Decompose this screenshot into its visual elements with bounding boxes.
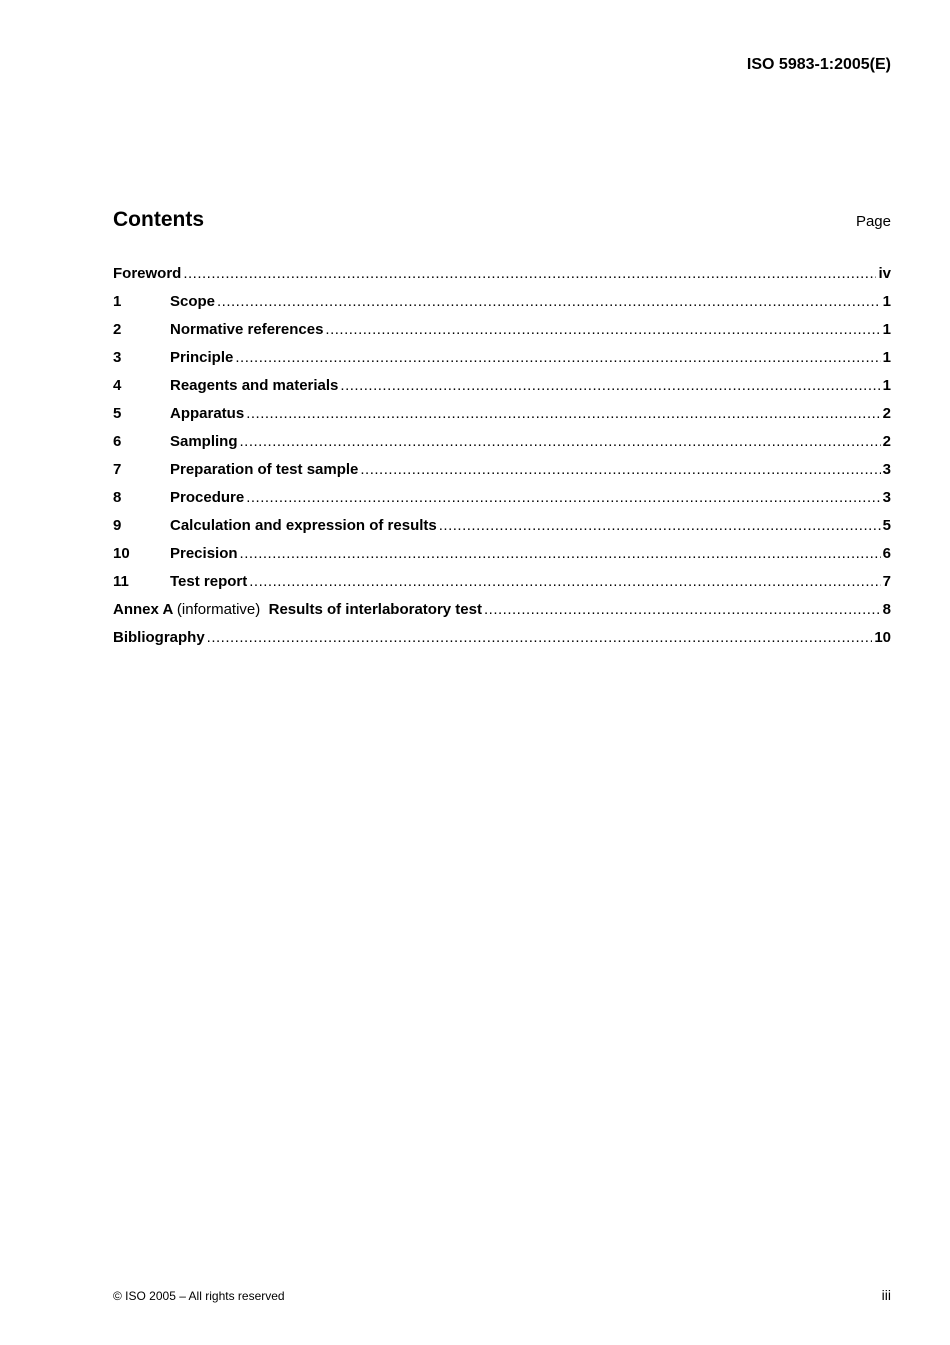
toc-entry-page: 2 [882, 433, 891, 450]
toc-header [113, 208, 891, 232]
toc-entry-title: Sampling [170, 433, 238, 450]
toc-entry-number: 10 [113, 545, 130, 562]
annex-type: (informative) [176, 601, 261, 618]
toc-dot-leader [183, 265, 876, 282]
toc-entry-number: 6 [113, 433, 122, 450]
toc-entry-foreword[interactable] [113, 265, 891, 293]
toc-entry-number: 5 [113, 405, 122, 422]
toc-entry-apparatus[interactable] [113, 405, 891, 433]
footer-page-number: iii [881, 1287, 891, 1303]
toc-dot-leader [217, 293, 881, 310]
toc-entry-page: 8 [882, 601, 891, 618]
toc-entry-preparation-of-test-sample[interactable] [113, 461, 891, 489]
toc-dot-leader [240, 545, 881, 562]
toc-entry-page: 3 [882, 489, 891, 506]
toc-entry-page: 3 [882, 461, 891, 478]
toc-entry-page: 1 [882, 293, 891, 310]
toc-entry-page: 1 [882, 321, 891, 338]
toc-dot-leader [246, 489, 880, 506]
toc-entry-title: Principle [170, 349, 234, 366]
toc-dot-leader [340, 377, 880, 394]
toc-entry-number: 8 [113, 489, 122, 506]
toc-entry-page: 1 [882, 349, 891, 366]
page-column-label: Page [855, 213, 891, 230]
toc-entry-page: 2 [882, 405, 891, 422]
document-id: ISO 5983-1:2005(E) [746, 56, 891, 73]
toc-entry-title: Reagents and materials [170, 377, 339, 394]
toc-entry-page: 6 [882, 545, 891, 562]
toc-entry-reagents-and-materials[interactable] [113, 377, 891, 405]
annex-title: Results of interlaboratory test [268, 601, 482, 618]
toc-dot-leader [325, 321, 880, 338]
toc-entry-page: 1 [882, 377, 891, 394]
toc-entry-test-report[interactable] [113, 573, 891, 601]
toc-entry-number: 1 [113, 293, 122, 310]
toc-entry-calculation-and-expression-of-results[interactable] [113, 517, 891, 545]
toc-entry-precision[interactable] [113, 545, 891, 573]
toc-dot-leader [360, 461, 880, 478]
toc-entry-number: 9 [113, 517, 122, 534]
toc-entry-title: Test report [170, 573, 248, 590]
toc-entry-title: Scope [170, 293, 216, 310]
contents-title: Contents [113, 208, 204, 231]
toc-entry-page: iv [878, 265, 891, 282]
toc-entry-principle[interactable] [113, 349, 891, 377]
toc-entry-title: Procedure [170, 489, 245, 506]
toc-entry-title: Preparation of test sample [170, 461, 359, 478]
toc-entry-number: 3 [113, 349, 122, 366]
toc-entry-title: Apparatus [170, 405, 245, 422]
toc-entry-procedure[interactable] [113, 489, 891, 517]
toc-entry-page: 5 [882, 517, 891, 534]
toc-dot-leader [439, 517, 881, 534]
toc-entry-number: 11 [113, 573, 129, 590]
toc-entry-title: Calculation and expression of results [170, 517, 437, 534]
toc-dot-leader [207, 629, 873, 646]
toc-entry-normative-references[interactable] [113, 321, 891, 349]
toc-entry-bibliography[interactable] [113, 629, 891, 657]
toc-dot-leader [249, 573, 880, 590]
footer-copyright: © ISO 2005 – All rights reserved [113, 1289, 285, 1303]
toc-dot-leader [484, 601, 881, 618]
toc-dot-leader [235, 349, 880, 366]
toc-entry-page: 10 [874, 629, 891, 646]
toc-entry-page: 7 [882, 573, 891, 590]
toc-entry-title: Normative references [170, 321, 324, 338]
toc-dot-leader [240, 433, 881, 450]
toc-list [113, 265, 891, 657]
toc-entry-annex-a[interactable] [113, 601, 891, 629]
toc-entry-scope[interactable] [113, 293, 891, 321]
toc-entry-title: Foreword [113, 265, 182, 282]
toc-entry-number: 4 [113, 377, 122, 394]
toc-entry-number: 2 [113, 321, 122, 338]
toc-entry-title [113, 601, 482, 618]
toc-entry-number: 7 [113, 461, 122, 478]
toc-entry-title: Precision [170, 545, 238, 562]
annex-label: Annex A [113, 601, 173, 618]
toc-dot-leader [246, 405, 880, 422]
toc-entry-sampling[interactable] [113, 433, 891, 461]
toc-entry-title: Bibliography [113, 629, 205, 646]
